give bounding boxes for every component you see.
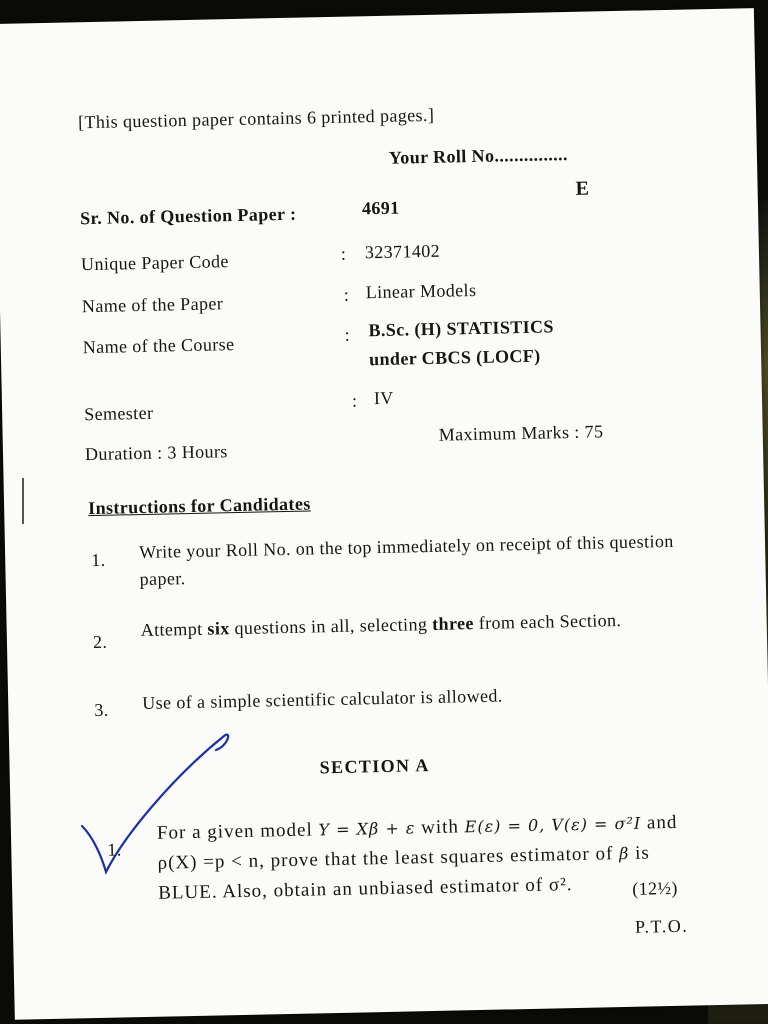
sr-no-label: Sr. No. of Question Paper : (79, 203, 297, 229)
instructions-heading: Instructions for Candidates (87, 493, 311, 519)
semester-label: Semester (83, 402, 154, 425)
semester-value: IV (373, 387, 394, 409)
section-title: SECTION A (319, 755, 430, 778)
model-equation: Y = Xβ + ε (318, 818, 416, 840)
sigma-squared: σ² (548, 874, 568, 896)
assumption-equation: E(ε) = 0, V(ε) = σ²I (464, 813, 642, 837)
instruction-3-num: 3. (94, 699, 109, 721)
pages-note: [This question paper contains 6 printed pages.] (77, 104, 435, 133)
instruction-1-num: 1. (91, 549, 106, 571)
margin-mark (22, 478, 28, 524)
paper-colon: : (343, 284, 350, 305)
beta-symbol: β (618, 843, 630, 864)
upc-label: Unique Paper Code (80, 251, 230, 275)
semester-colon: : (351, 390, 358, 411)
instruction-3-text: Use of a simple scientific calculator is allowed. (142, 685, 503, 714)
paper-value: Linear Models (365, 279, 477, 303)
set-letter: E (575, 177, 590, 200)
question-1-marks: (12½) (632, 877, 678, 899)
paper-label: Name of the Paper (81, 293, 224, 317)
course-label: Name of the Course (82, 334, 235, 358)
sr-no-value: 4691 (361, 197, 400, 219)
instruction-2-text: Attempt six questions in all, selecting three from each Section. (140, 609, 622, 641)
instruction-1-text: Write your Roll No. on the top immediately on receipt of this question paper. (138, 530, 674, 590)
roll-no: Your Roll No............... (388, 144, 569, 168)
duration: Duration : 3 Hours (84, 441, 228, 465)
question-1-num: 1. (107, 839, 122, 860)
pto: P.T.O. (634, 915, 689, 937)
upc-colon: : (340, 243, 347, 264)
course-colon: : (344, 324, 351, 345)
checkmark-icon (76, 716, 246, 886)
course-value-2: under CBCS (LOCF) (368, 345, 541, 370)
course-value-1: B.Sc. (H) STATISTICS (368, 316, 555, 341)
max-marks: Maximum Marks : 75 (438, 421, 604, 445)
question-1-text: For a given model Y = Xβ + ε with E(ε) = 0, V(ε) = σ²I and ρ(X) =p < n, prove that the least squares estimator of β is BLUE. Also, obtain an unbiased estimator of σ². (156, 811, 678, 904)
instruction-2-num: 2. (92, 631, 108, 653)
upc-value: 32371402 (364, 240, 441, 263)
